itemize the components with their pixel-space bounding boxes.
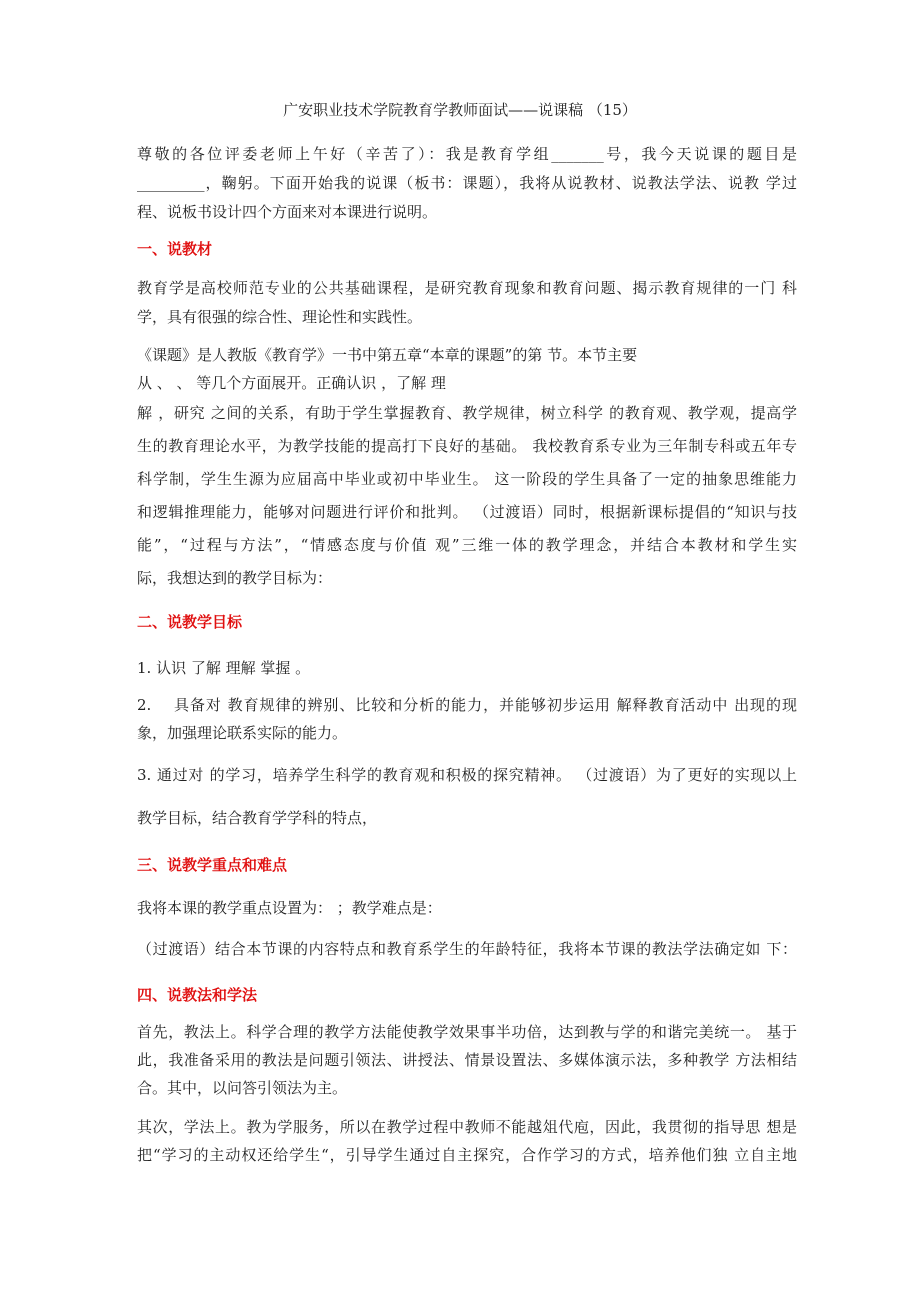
paragraph-line: （过渡语）结合本节课的内容特点和教育系学生的年龄特征，我将本节课的教法学法确定如 下： xyxy=(137,940,797,958)
intro-line: 尊敬的各位评委老师上午好（辛苦了）：我是教育学组_______号，我今天说课的题目是 xyxy=(137,145,797,163)
intro-line: _________，鞠躬。下面开始我的说课（板书：课题），我将从说教材、说教法学法、说教 学过 xyxy=(137,174,797,192)
intro-line: 程、说板书设计四个方面来对本课进行说明。 xyxy=(137,203,438,221)
section-heading-textbook: 一、说教材 xyxy=(137,240,213,258)
goal-item-1: 1. 认识 了解 理解 掌握 。 xyxy=(137,659,311,677)
paragraph-line: 能”，“过程与方法”，“情感态度与价值 观”三维一体的教学理念，并结合本教材和学生实 xyxy=(137,536,797,554)
goal-item-2-cont: 象，加强理论联系实际的能力。 xyxy=(137,724,348,742)
paragraph-line: 从 、 、 等几个方面展开。正确认识 ，了解 理 xyxy=(137,374,446,392)
paragraph-line: 此，我准备采用的教法是问题引领法、讲授法、情景设置法、多媒体演示法，多种教学 方法相结 xyxy=(137,1051,797,1069)
paragraph-line: 和逻辑推理能力，能够对问题进行评价和批判。 （过渡语）同时，根据新课标提倡的“知识与技 xyxy=(137,503,797,521)
paragraph-line: 解 ，研究 之间的关系，有助于学生掌握教育、教学规律，树立科学 的教育观、教学观，提高学 xyxy=(137,404,797,422)
paragraph-line: 科学制，学生生源为应届高中毕业或初中毕业生。 这一阶段的学生具备了一定的抽象思维能力 xyxy=(137,470,797,488)
document-title: 广安职业技术学院教育学教师面试——说课稿 （15） xyxy=(283,101,637,119)
section-heading-goals: 二、说教学目标 xyxy=(137,613,243,631)
paragraph-line: 其次，学法上。教为学服务，所以在教学过程中教师不能越俎代庖，因此，我贯彻的指导思 想是 xyxy=(137,1118,797,1136)
paragraph-line: 学，具有很强的综合性、理论性和实践性。 xyxy=(137,308,423,326)
paragraph-line: 我将本课的教学重点设置为： ；教学难点是： xyxy=(137,899,442,917)
section-heading-methods: 四、说教法和学法 xyxy=(137,986,258,1004)
goal-item-3-cont: 教学目标，结合教育学学科的特点， xyxy=(137,809,378,827)
paragraph-line: 教育学是高校师范专业的公共基础课程，是研究教育现象和教育问题、揭示教育规律的一门 科 xyxy=(137,279,797,297)
paragraph-line: 首先，教法上。科学合理的教学方法能使教学效果事半功倍，达到教与学的和谐完美统一。 基于 xyxy=(137,1023,797,1041)
paragraph-line: 《课题》是人教版《教育学》一书中第五章“本章的课题”的第 节。本节主要 xyxy=(137,346,638,364)
paragraph-line: 际，我想达到的教学目标为： xyxy=(137,569,333,587)
goal-item-3: 3. 通过对 的学习，培养学生科学的教育观和积极的探究精神。 （过渡语）为了更好的实现以上 xyxy=(137,766,797,784)
paragraph-line: 合。其中，以问答引领法为主。 xyxy=(137,1079,348,1097)
goal-item-2: 2. 具备对 教育规律的辨别、比较和分析的能力，并能够初步运用 解释教育活动中 出现的现 xyxy=(137,696,797,714)
section-heading-keypoints: 三、说教学重点和难点 xyxy=(137,856,288,874)
paragraph-line: 生的教育理论水平，为教学技能的提高打下良好的基础。 我校教育系专业为三年制专科或五年专 xyxy=(137,437,797,455)
paragraph-line: 把“学习的主动权还给学生“，引导学生通过自主探究，合作学习的方式，培养他们独 立自主地 xyxy=(137,1146,797,1164)
